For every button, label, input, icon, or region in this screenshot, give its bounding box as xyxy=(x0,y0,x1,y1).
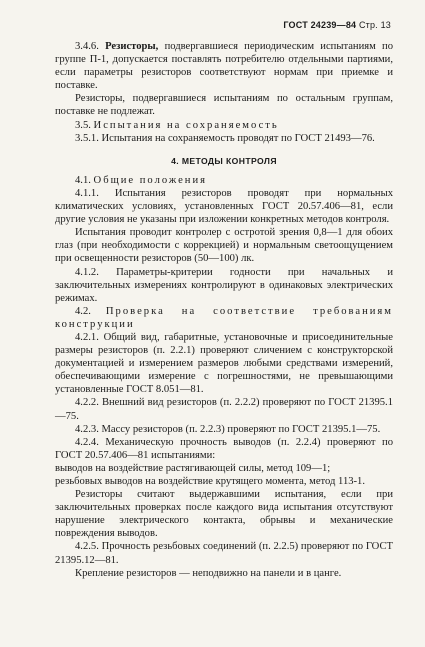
document-body xyxy=(55,40,393,580)
paragraph-3-4-6 xyxy=(55,40,393,92)
paragraph-3-4-6-note: Резисторы, подвергавшиеся испытаниям по остальным группам, поставке не подлежат. xyxy=(55,93,393,118)
paragraph-4-2 xyxy=(55,305,393,331)
paragraph-number: 3.5.1. xyxy=(75,132,99,144)
paragraph-number: 3.4.6. xyxy=(75,41,99,52)
paragraph-4-2-4 xyxy=(55,436,393,462)
paragraph-4-2-4-item-2: резьбовых выводов на воздействие крутящего момента, метод 113-1. xyxy=(55,476,366,487)
paragraph-4-1-1-vision: Испытания проводит контролер с остротой зрения 0,8—1 для обоих глаз (при необходимости с коррекцией) и нормальным светоощущением при освещенности резисторов (50—100) лк. xyxy=(55,227,393,265)
section-heading: 4. МЕТОДЫ КОНТРОЛЯ xyxy=(171,155,277,166)
paragraph-3-5 xyxy=(55,119,393,132)
paragraph-4-1-1 xyxy=(55,187,393,226)
subsection-title: Общие положения xyxy=(93,174,208,186)
paragraph-4-2-5-mounting: Крепление резисторов — неподвижно на панели и в цанге. xyxy=(75,567,342,579)
paragraph-number: 4.2.4. xyxy=(75,436,99,448)
paragraph-4-2-2 xyxy=(55,396,393,422)
subsection-title: Проверка на соответствие требованиям конструкции xyxy=(55,305,393,330)
paragraph-4-2-3 xyxy=(55,423,393,436)
paragraph-number: 4.2. xyxy=(75,305,91,317)
paragraph-text: подвергавшиеся периодическим испытаниям по группе П-1, допускается поставлять потребителю отдельными партиями, если параметры резисторов соответствуют нормам при приемке и поставке. xyxy=(55,41,393,92)
paragraph-number: 4.2.1. xyxy=(75,331,99,343)
paragraph-number: 4.2.5. xyxy=(75,541,99,553)
paragraph-4-1 xyxy=(55,174,393,187)
paragraph-number: 4.2.2. xyxy=(75,397,99,409)
standard-number: ГОСТ 24239—84 xyxy=(283,20,357,30)
paragraph-text: Массу резисторов (п. 2.2.3) проверяют по ГОСТ 21395.1—75. xyxy=(101,423,381,435)
paragraph-4-2-5 xyxy=(55,540,393,566)
paragraph-number: 4.1.2. xyxy=(75,266,99,278)
paragraph-4-2-4-item-1: выводов на воздействие растягивающей силы, метод 109—1; xyxy=(55,462,331,474)
paragraph-number: 4.1. xyxy=(75,174,91,186)
paragraph-text: Испытания резисторов проводят при нормальных климатических условиях, установленных ГОСТ 20.57.406—81, если другие условия не указаны при изложении конкретных методов контроля. xyxy=(55,187,393,226)
paragraph-4-2-1 xyxy=(55,331,393,396)
paragraph-number: 4.2.3. xyxy=(75,423,99,435)
paragraph-text: Механическую прочность выводов (п. 2.2.4) проверяют по ГОСТ 20.57.406—81 испытаниями: xyxy=(55,436,393,461)
paragraph-text: Прочность резьбовых соединений (п. 2.2.5) проверяют по ГОСТ 21395.12—81. xyxy=(55,541,393,566)
subsection-title: Испытания на сохраняемость xyxy=(93,119,279,131)
paragraph-4-2-4-result: Резисторы считают выдержавшими испытания, если при заключительных проверках после каждого вида испытания отсутствуют нарушение электрического контакта, обрывы и механические повреждения выводов. xyxy=(55,489,393,540)
paragraph-text: Общий вид, габаритные, установочные и присоединительные размеры резисторов (п. 2.2.1) проверяют сличением с конструкторской документацией и измерением размеров любыми средствами измерений, обеспечивающими измерение с погрешностями, не превышающими установленные ГОСТ 8.051—81. xyxy=(55,331,393,396)
page-header xyxy=(283,20,391,30)
paragraph-4-1-2 xyxy=(55,266,393,305)
paragraph-lead: Резисторы, xyxy=(105,41,159,52)
paragraph-3-5-1 xyxy=(55,132,393,145)
page-number: Стр. 13 xyxy=(358,20,391,30)
paragraph-number: 4.1.1. xyxy=(75,187,99,199)
paragraph-number: 3.5. xyxy=(75,119,91,131)
paragraph-text: Испытания на сохраняемость проводят по ГОСТ 21493—76. xyxy=(101,132,375,144)
paragraph-text: Внешний вид резисторов (п. 2.2.2) проверяют по ГОСТ 21395.1—75. xyxy=(55,397,393,422)
paragraph-text: Параметры-критерии годности при начальных и заключительных измерениях контролируют в одинаковых электрических режимах. xyxy=(55,266,394,304)
